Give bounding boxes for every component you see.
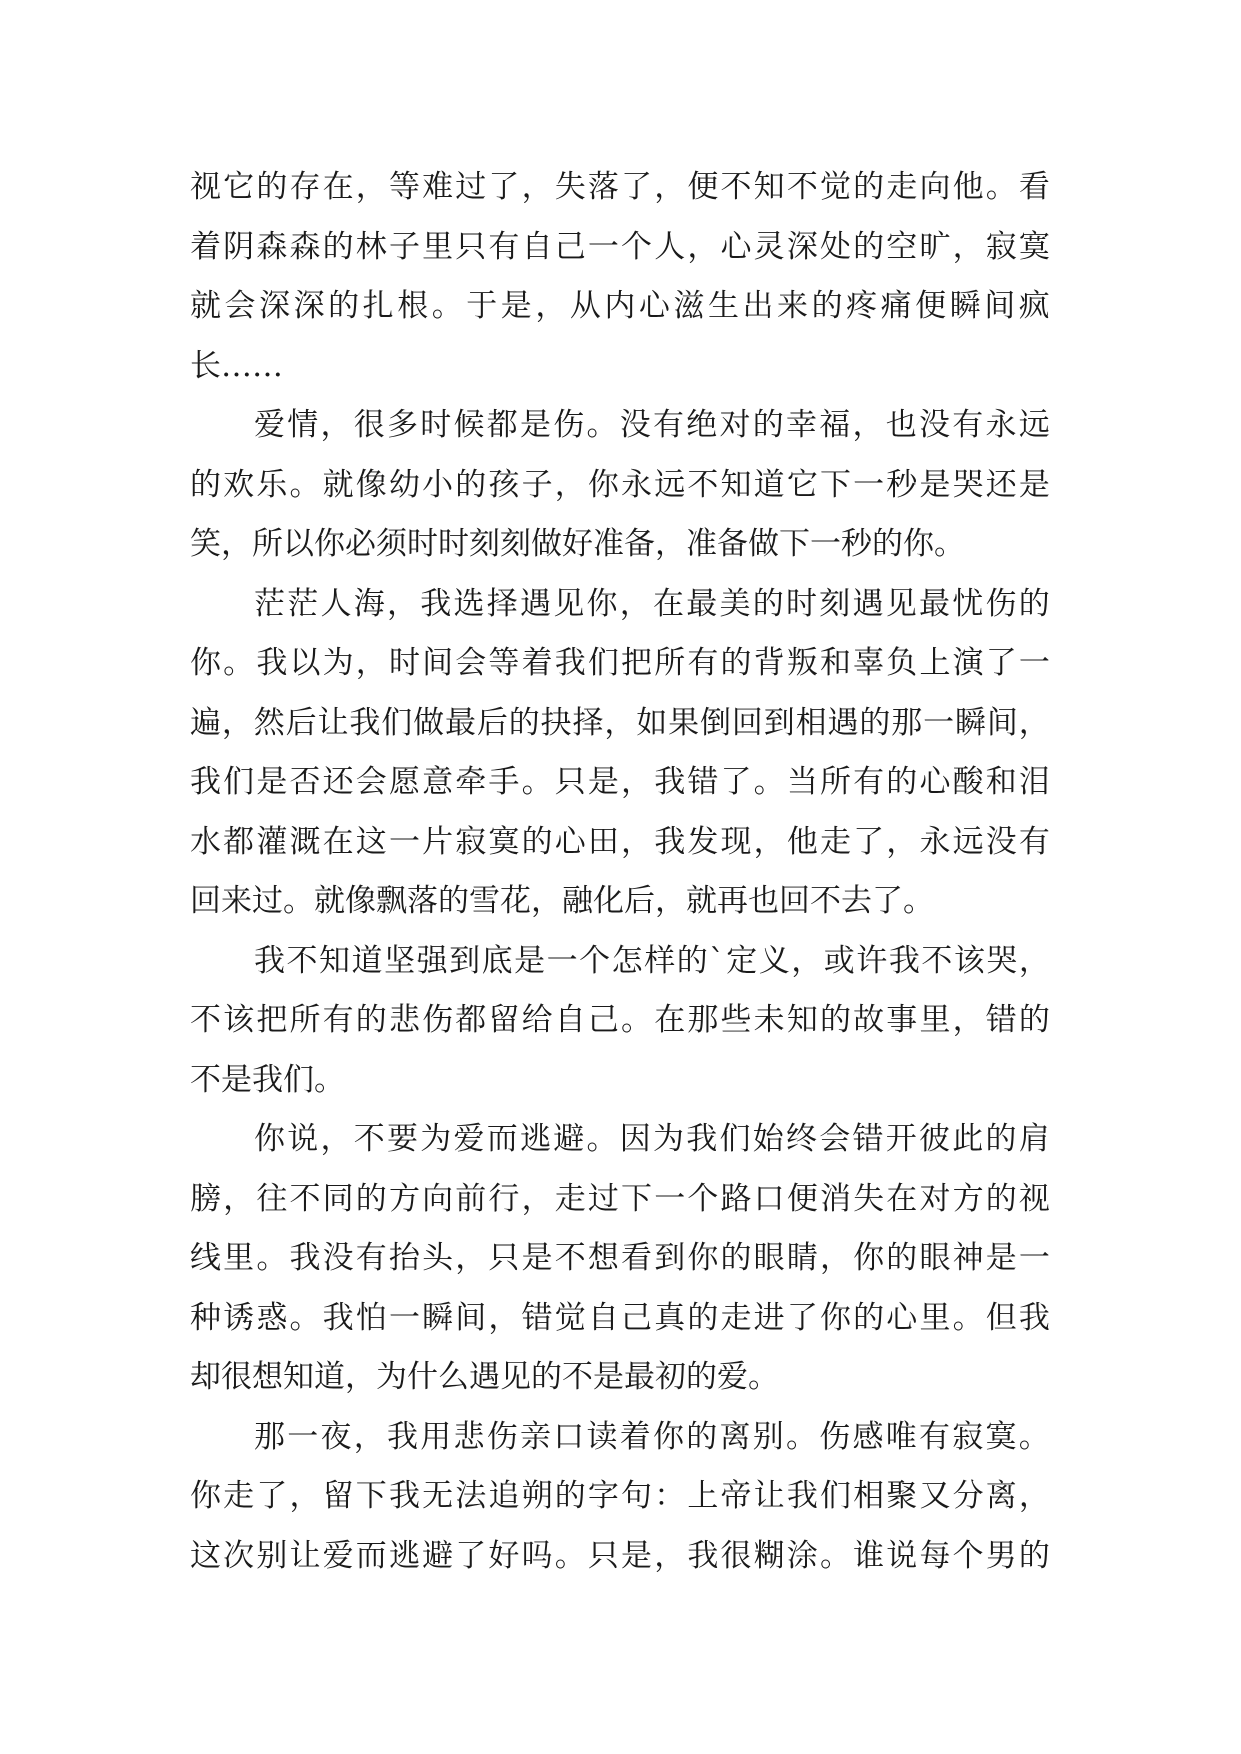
text-line: 着 阴 森 森 的 林 子 里 只 有 自 己 一 个 人 ， 心 灵 深 处 的 空 旷 ， 寂 寞 — [190, 228, 1050, 265]
paragraph-first-line: 爱 情 ， 很 多 时 候 都 是 伤 。 没 有 绝 对 的 幸 福 ， 也 没 有 永 远 — [254, 407, 1050, 443]
paragraph-first-line: 我 不 知 道 坚 强 到 底 是 一 个 怎 样 的 ` 定 义 ， 或 许 我 不 该 哭 ， — [254, 942, 1050, 979]
paragraph-first-line: 你 说 ， 不 要 为 爱 而 逃 避 。 因 为 我 们 始 终 会 错 开 彼 此 的 肩 — [254, 1121, 1050, 1157]
text-line: 笑，所以你必须时时刻刻做好准备，准备做下一秒的你。 — [190, 526, 965, 562]
body-text — [190, 158, 1050, 1586]
text-line: 长…… — [190, 347, 283, 384]
text-line: 却很想知道，为什么遇见的不是最初的爱。 — [190, 1359, 779, 1395]
text-line: 这 次 别 让 爱 而 逃 避 了 好 吗 。 只 是 ， 我 很 糊 涂 。 谁 说 每 个 男 的 — [190, 1537, 1050, 1574]
text-line: 就 会 深 深 的 扎 根 。 于 是 ， 从 内 心 滋 生 出 来 的 疼 痛 便 瞬 间 疯 — [190, 288, 1050, 324]
text-line: 的 欢 乐 。 就 像 幼 小 的 孩 子 ， 你 永 远 不 知 道 它 下 一 秒 是 哭 还 是 — [190, 466, 1050, 503]
text-line: 你 。 我 以 为 ， 时 间 会 等 着 我 们 把 所 有 的 背 叛 和 辜 负 上 演 了 一 — [190, 645, 1050, 681]
text-line: 不是我们。 — [190, 1061, 345, 1098]
paragraph-first-line: 那 一 夜 ， 我 用 悲 伤 亲 口 读 着 你 的 离 别 。 伤 感 唯 有 寂 寞 。 — [254, 1418, 1050, 1455]
text-line: 不 该 把 所 有 的 悲 伤 都 留 给 自 己 。 在 那 些 未 知 的 故 事 里 ， 错 的 — [190, 1002, 1050, 1038]
text-line: 水 都 灌 溉 在 这 一 片 寂 寞 的 心 田 ， 我 发 现 ， 他 走 了 ， 永 远 没 有 — [190, 823, 1050, 860]
text-line: 膀 ， 往 不 同 的 方 向 前 行 ， 走 过 下 一 个 路 口 便 消 失 在 对 方 的 视 — [190, 1180, 1050, 1217]
text-line: 遍 ， 然 后 让 我 们 做 最 后 的 抉 择 ， 如 果 倒 回 到 相 遇 的 那 一 瞬 间 ， — [190, 704, 1050, 741]
text-line: 种 诱 惑 。 我 怕 一 瞬 间 ， 错 觉 自 己 真 的 走 进 了 你 的 心 里 。 但 我 — [190, 1299, 1050, 1336]
text-line: 视 它 的 存 在 ， 等 难 过 了 ， 失 落 了 ， 便 不 知 不 觉 的 走 向 他 。 看 — [190, 169, 1050, 205]
text-line: 线 里 。 我 没 有 抬 头 ， 只 是 不 想 看 到 你 的 眼 睛 ， 你 的 眼 神 是 一 — [190, 1240, 1050, 1276]
text-line: 我 们 是 否 还 会 愿 意 牵 手 。 只 是 ， 我 错 了 。 当 所 有 的 心 酸 和 泪 — [190, 764, 1050, 800]
paragraph-first-line: 茫 茫 人 海 ， 我 选 择 遇 见 你 ， 在 最 美 的 时 刻 遇 见 最 忧 伤 的 — [254, 585, 1050, 622]
text-line: 你 走 了 ， 留 下 我 无 法 追 朔 的 字 句 ： 上 帝 让 我 们 相 聚 又 分 离 ， — [190, 1478, 1050, 1514]
text-line: 回来过。就像飘落的雪花，融化后，就再也回不去了。 — [190, 883, 934, 919]
